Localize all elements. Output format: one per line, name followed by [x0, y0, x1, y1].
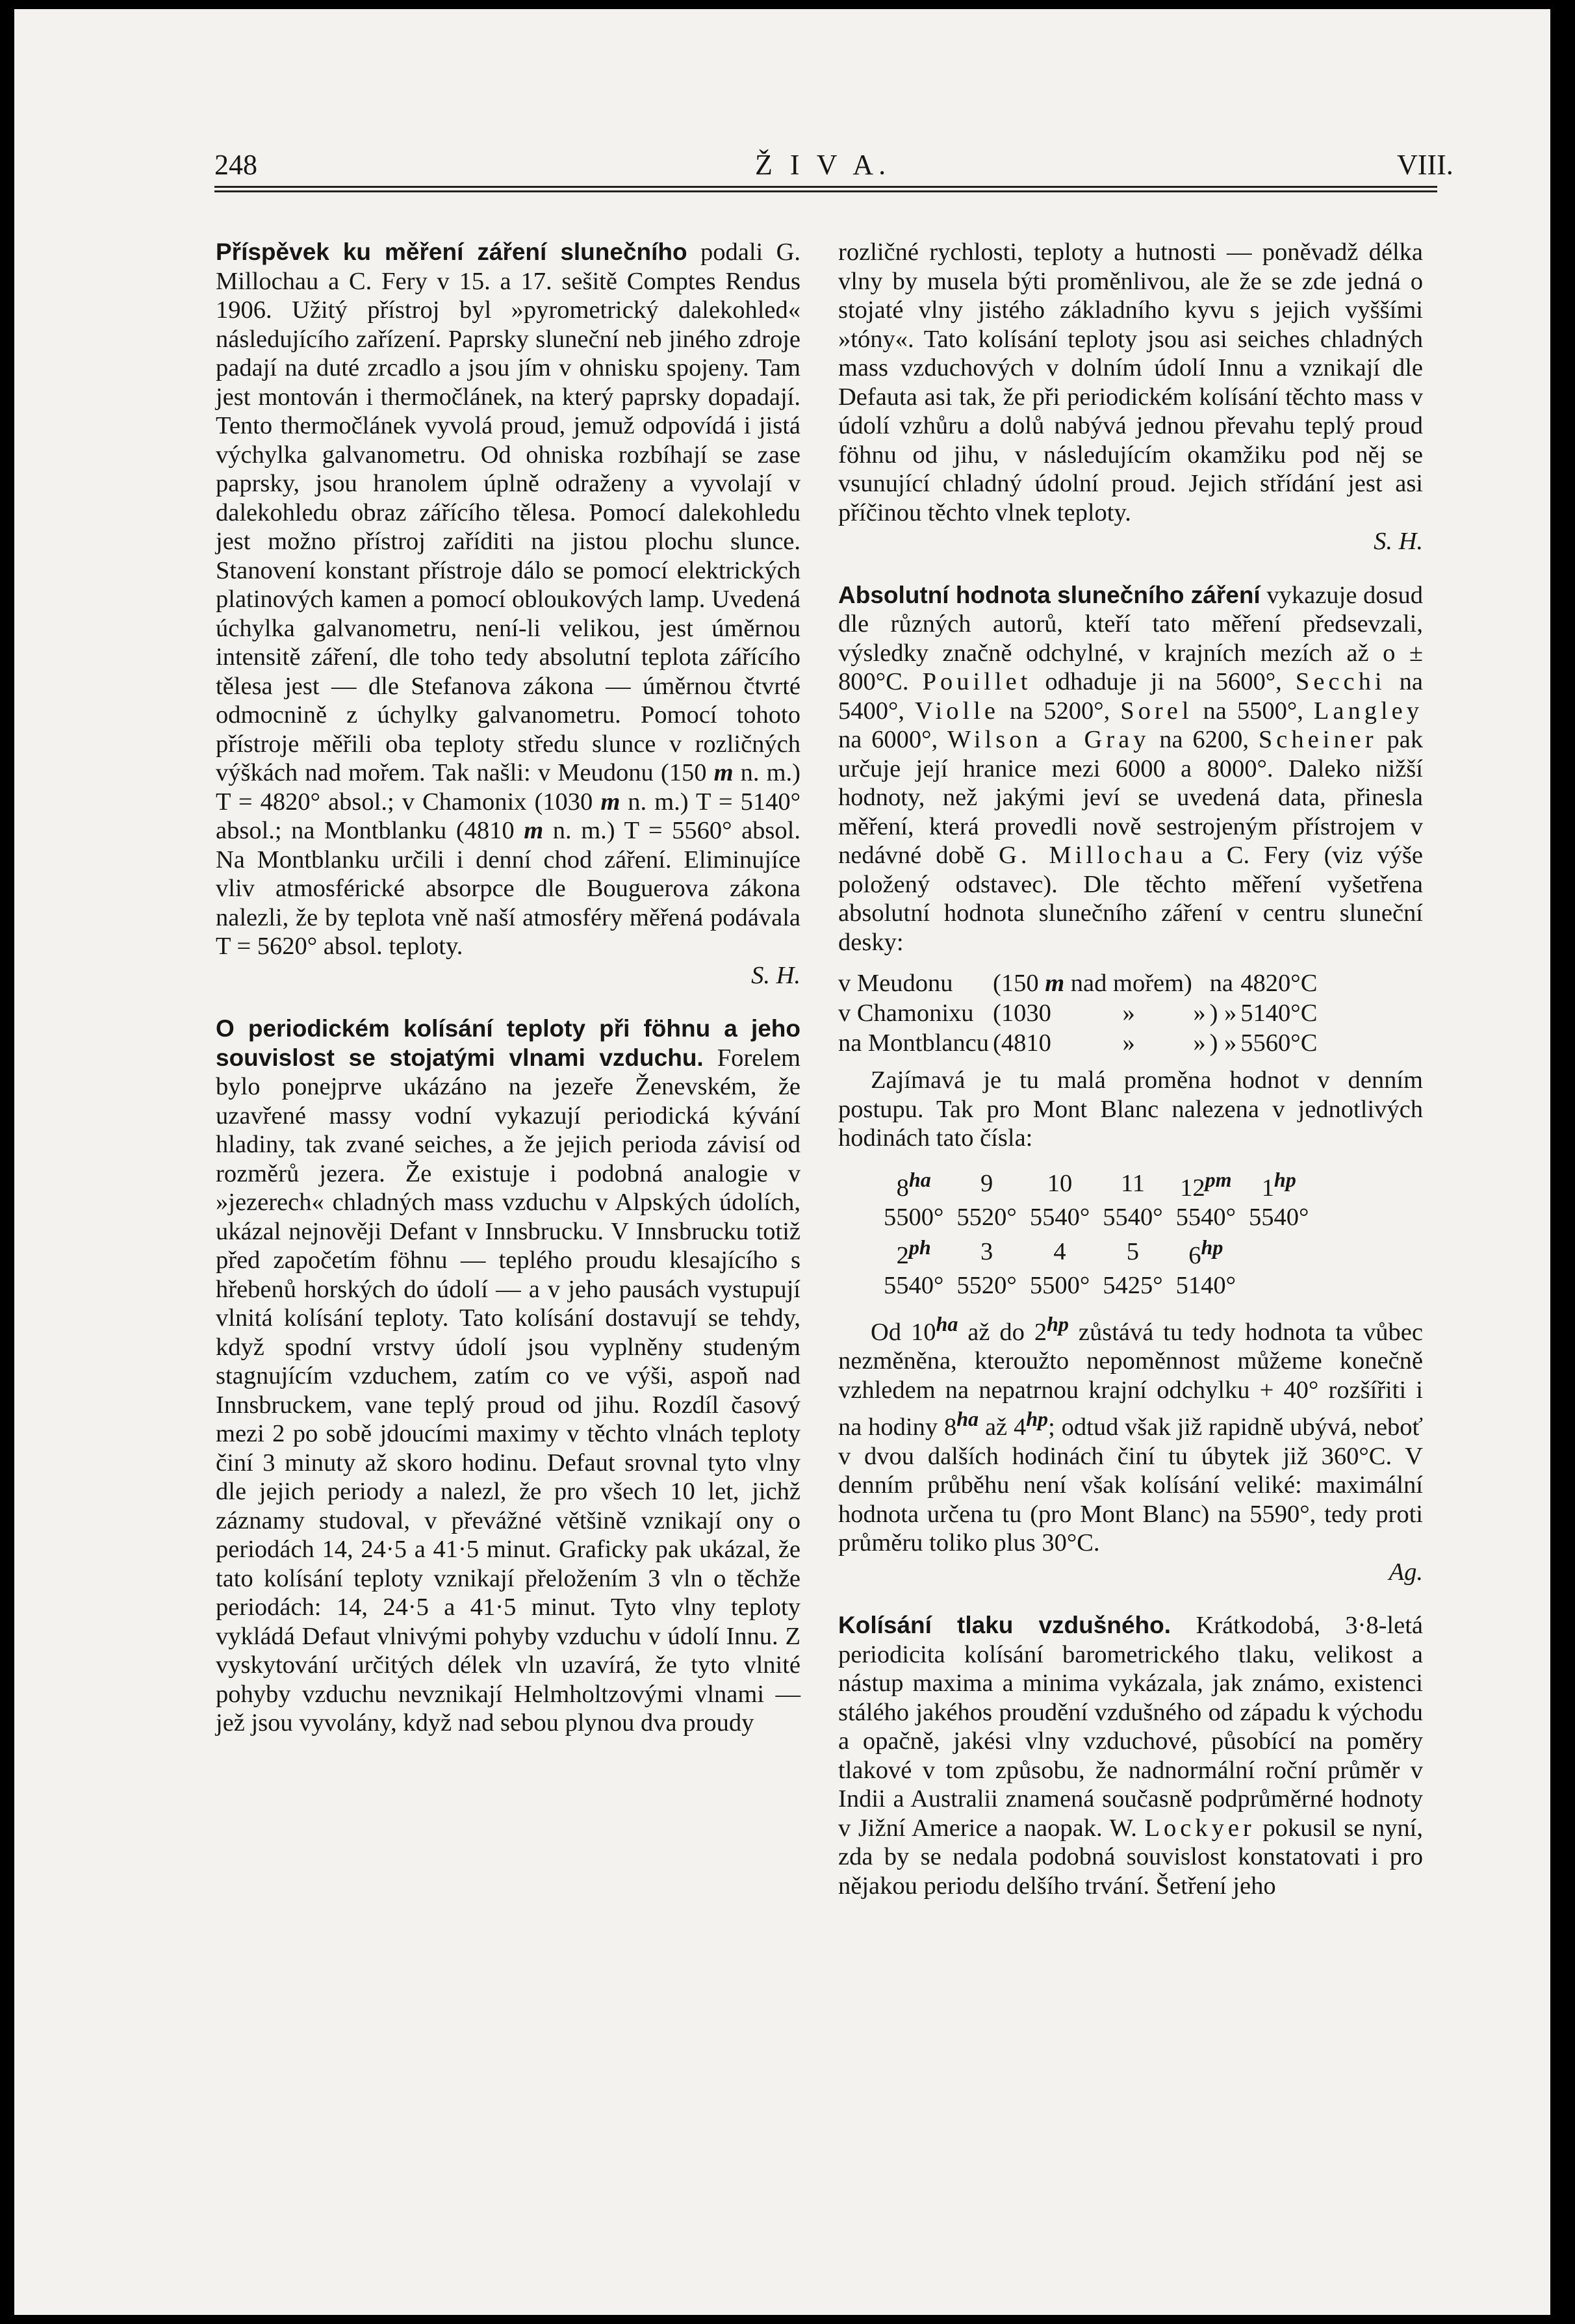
table-cell: v Meudonu — [838, 970, 953, 997]
article-body: na 5200°, — [999, 697, 1121, 725]
article-air-pressure — [838, 1611, 1423, 1900]
value-cell: 5500° — [1029, 1272, 1090, 1300]
value-cell: 5540° — [1029, 1204, 1090, 1232]
article-paragraph — [838, 1310, 1423, 1586]
superscript: hp — [1047, 1312, 1069, 1336]
superscript: ha — [936, 1312, 958, 1336]
author-signature: S. H. — [751, 961, 800, 989]
superscript: hp — [1026, 1407, 1049, 1431]
table-cell: na — [1209, 970, 1233, 997]
right-column — [838, 238, 1423, 1900]
article-body: odhaduje ji na 5600°, — [1031, 668, 1296, 695]
hour-cell: $12^{pm}$ — [1180, 1167, 1232, 1202]
table-cell: 5140°C — [1240, 1000, 1318, 1027]
author-name: Scheiner — [1258, 726, 1377, 753]
article-body: Krátkodobá, 3·8-letá periodicita kolísání barometrického tlaku, velikost a nástup maxima a minima vykázala, jak známo, existenci stálého jakéhos proudění vzdušného od západu k východu a opačně, jakési vlny vzduchové, působící na poměry tlakové v tom způsobu, že nadnormální roční průměr v Indii a Australii znamená současně podprůměrné hodnoty v Jižní Americe a naopak. W. — [838, 1612, 1424, 1842]
article-body: na 6200, — [1149, 726, 1259, 753]
table-cell: ) » — [1209, 1000, 1237, 1027]
hour-cell: 5 — [1126, 1237, 1140, 1265]
article-body: Forelem bylo ponejprve ukázáno na jezeře Ženevském, že uzavřené massy vodní vykazují periodická kývání hladiny, tak zvané seiches, a že jejich perioda závisí od rozměrů jezera. Že existuje i podobná analogie v »jezerech« chladných mass vzduchu v Alpských údolích, ukázal nejnověji Defant v Innsbrucku. V Innsbrucku totiž před započetím föhnu — teplého proudu klesajícího s hřebenů horských do údolí — a v jeho pausách vystupují vlnitá kolísání teploty. Tato kolísání dostavují se tehdy, když spodní vrstvy údolí jsou vyplněny studeným stagnujícím vzduchem, zatím co ve výši, aspoň nad Innsbruckem, vane teplý proud od jihu. Rozdíl časový mezi 2 po sobě jdoucími maximy v těchto vlnách teploty činí 3 minuty až skoro hodinu. Defaut srovnal tyto vlny dle jejich periody a nalezl, že pro všech 10 let, jichž záznamy studoval, v převážné většině vznikají ony o periodách 14, 24·5 a 41·5 minut. Graficky pak ukázal, že tato kolísání teploty vznikají přeložením 3 vln o těchže periodách: 14, 24·5 a 41·5 minut. Tyto vlny teploty vykládá Defaut vlnivými pohyby vzduchu v údolí Innu. Z vyskytování určitých délek vln uzavírá, že tyto vlnité pohyby vzduchu nevznikají Helmholtzovými vlnami — jež jsou vyvolány, když nad sebou plynou dva proudy — [216, 1044, 800, 1737]
page-number: 248 — [214, 149, 257, 181]
article-body: Od 10 — [871, 1318, 936, 1346]
hour-cell: 9 — [980, 1169, 993, 1197]
article-body: Zajímavá je tu malá proměna hodnot v denním postupu. Tak pro Mont Blanc nalezena v jednotlivých hodinách tato čísla: — [838, 1066, 1423, 1152]
author-name: Secchi — [1295, 668, 1386, 695]
scanned-page — [14, 9, 1550, 2315]
scan-edge — [1550, 0, 1575, 2324]
table-cell: ) » — [1209, 1029, 1237, 1057]
hour-cell: $1^{hp}$ — [1261, 1167, 1296, 1202]
author-name: Lockyer — [1144, 1814, 1255, 1842]
article-body: vykazuje dosud dle různých autorů, kteří tato měření předsevzali, výsledky značně odchylné, v krajních mezích až o ± 800°C. — [838, 581, 1423, 695]
article-body: pokusil se nyní, zda by se nedala podobná souvislost konstatovati i pro nějakou periodu delšího trvání. Šetření jeho — [838, 1814, 1423, 1900]
article-body: a C. Fery (viz výše položený odstavec). Dle těchto měření vyšetřena absolutní hodnota slunečního záření v centru sluneční desky: — [838, 842, 1423, 956]
table-row — [838, 998, 1321, 1028]
hour-cell: 3 — [980, 1237, 993, 1265]
measurement-table — [838, 968, 1321, 1058]
volume-number: VIII. — [1397, 149, 1453, 181]
value-cell: 5540° — [1103, 1204, 1163, 1232]
value-cell: 5425° — [1103, 1272, 1163, 1300]
article-body: pak určuje její hranice mezi 6000 a 8000°. Daleko nižší hodnoty, než jakými jeví se uvedená data, přinesla měření, která provedli nově sestrojeným přístrojem v nedávné době — [838, 726, 1424, 869]
article-body: n. m.) T = 5560° absol. Na Montblanku určili i denní chod záření. Eliminujíce vliv atmosférické absorpce dle Bouguerova zákona nalezli, že by teplota vně naší atmosféry měřená podávala T = 5620° absol. teploty. — [216, 817, 800, 960]
article-absolute-value — [838, 581, 1423, 957]
article-fohn — [216, 1014, 800, 1738]
author-name: Langley — [1313, 697, 1424, 725]
table-cell: v Chamonixu — [838, 1000, 974, 1027]
article-body: na 5400°, — [838, 668, 1423, 725]
hour-cell: 11 — [1120, 1169, 1145, 1197]
article-body: ; odtud však již rapidně ubývá, neboť v dvou dalších hodinách činí tu úbytek již 360°C. V denním průběhu není však kolísání veliké: maximální hodnota určena tu (pro Mont Blanc) na 5590°, tedy proti průměru toliko plus 30°C. — [838, 1414, 1424, 1557]
article-title: Kolísání tlaku vzdušného. — [838, 1612, 1172, 1639]
journal-title: Ž I V A. — [755, 149, 891, 181]
superscript: ha — [956, 1407, 979, 1431]
value-cell: 5540° — [884, 1272, 944, 1300]
table-cell: (4810 » » — [993, 1029, 1206, 1057]
article-title: Absolutní hodnota slunečního záření — [838, 581, 1261, 608]
unit-m: m — [713, 759, 734, 786]
article-body: rozličné rychlosti, teploty a hutnosti — poněvadž délka vlny by musela býti proměnlivou, ale že se zde jedná o stojaté vlny jistého základního kyvu s jejich vyššími »tóny«. Tato kolísání teploty jsou asi seiches chladných mass vzduchových v dolním údolí Innu a vznikají dle Defauta asi tak, že při periodickém kolísání těchto mass v údolí vzhůru a dolů nabývá jednou převahu teplý proud föhnu od jihu, v následujícím okamžiku pod něj se vsunující chladný údolní proud. Jejich střídání jest asi příčinou těchto vlnek teploty. — [838, 239, 1423, 526]
hour-cell: 4 — [1053, 1237, 1066, 1265]
article-title: Příspěvek ku měření záření slunečního — [216, 239, 687, 265]
article-body: až do 2 — [958, 1318, 1047, 1346]
author-name: Sorel — [1120, 697, 1193, 725]
article-body: zůstává tu tedy hodnota ta vůbec nezměněna, kteroužto nepoměnnost můžeme konečně vzhledem na nepatrnou krajní odchylku + 40° rozšířiti i na hodiny 8 — [838, 1318, 1423, 1441]
value-cell: 5540° — [1175, 1204, 1236, 1232]
author-signature: S. H. — [1374, 528, 1423, 555]
author-name: G. Millochau — [999, 842, 1187, 869]
hourly-table — [884, 1165, 1322, 1301]
table-cell: 5560°C — [1240, 1029, 1318, 1057]
unit-m: m — [600, 788, 621, 816]
author-name: Pouillet — [922, 668, 1032, 695]
article-solar-measurement — [216, 238, 800, 990]
value-cell: 5520° — [956, 1272, 1017, 1300]
table-row — [884, 1232, 1322, 1271]
hour-cell: $2^{ph}$ — [896, 1235, 931, 1270]
value-cell: 5520° — [956, 1204, 1017, 1232]
article-body: n. m.) T = 4820° absol.; v Chamonix (1030 — [216, 759, 800, 816]
author-name: Violle — [915, 697, 999, 725]
article-body: podali G. Millochau a C. Fery v 15. a 17. sešitě Comptes Rendus 1906. Užitý přístroj byl »pyrometrický dalekohled« následujícího zařízení. Paprsky sluneční neb jiného zdroje padají na duté zrcadlo a jsou jím v ohnisku spojeny. Tam jest montován i thermočlánek, na který paprsky dopadají. Tento thermočlánek vyvolá proud, jemuž odpovídá i jistá výchylka galvanometru. Od ohniska rozbíhají se zase paprsky, jsou hranolem úplně odraženy a vyvolají v dalekohledu obraz zářícího tělesa. Pomocí dalekohledu jest možno přístroj zaříditi na jistou plochu slunce. Stanovení konstant přístroje dálo se pomocí elektrických platinových kamen a pomocí obloukových lamp. Uvedená úchylka galvanometru, není-li velikou, jest úměrnou intensitě záření, dle toho tedy absolutní teplota zářícího tělesa jest — dle Stefanova zákona — úměrnou čtvrté odmocnině z úchylky galvanometru. Pomocí tohoto přístroje měřili oba teploty středu slunce v rozličných výškách nad mořem. Tak našli: v Meudonu (150 — [216, 239, 800, 786]
article-body: na 6000°, — [838, 726, 948, 753]
article-fohn-continued — [838, 238, 1423, 556]
table-cell: (150 m nad mořem) — [993, 970, 1192, 997]
table-row — [884, 1202, 1322, 1232]
table-row — [884, 1165, 1322, 1203]
table-cell: (1030 » » — [993, 1000, 1206, 1027]
table-cell: na Montblancu — [838, 1029, 990, 1057]
left-column — [216, 238, 800, 1738]
article-title: O periodickém kolísání teploty při föhnu a jeho souvislost se stojatými vlnami vzduchu. — [216, 1015, 800, 1071]
hour-cell: $8^{ha}$ — [896, 1167, 931, 1202]
table-row — [884, 1271, 1322, 1300]
table-cell: 4820°C — [1240, 970, 1318, 997]
hour-cell: $6^{hp}$ — [1188, 1235, 1223, 1270]
article-body: na 5500°, — [1192, 697, 1314, 725]
table-row — [838, 1028, 1321, 1058]
header-rule-top — [214, 186, 1437, 188]
value-cell: 5540° — [1249, 1204, 1309, 1232]
article-body: n. m.) T = 5140° absol.; na Montblanku (4810 — [216, 788, 800, 844]
value-cell: 5500° — [884, 1204, 944, 1232]
value-cell: 5140° — [1175, 1272, 1236, 1300]
author-signature: Ag. — [1389, 1558, 1423, 1586]
hour-cell: 10 — [1047, 1169, 1073, 1197]
author-name: Wilson a Gray — [947, 726, 1150, 753]
table-row — [838, 968, 1321, 998]
article-body: až 4 — [979, 1414, 1027, 1441]
unit-m: m — [524, 817, 544, 844]
header-rule-bottom — [214, 190, 1437, 192]
